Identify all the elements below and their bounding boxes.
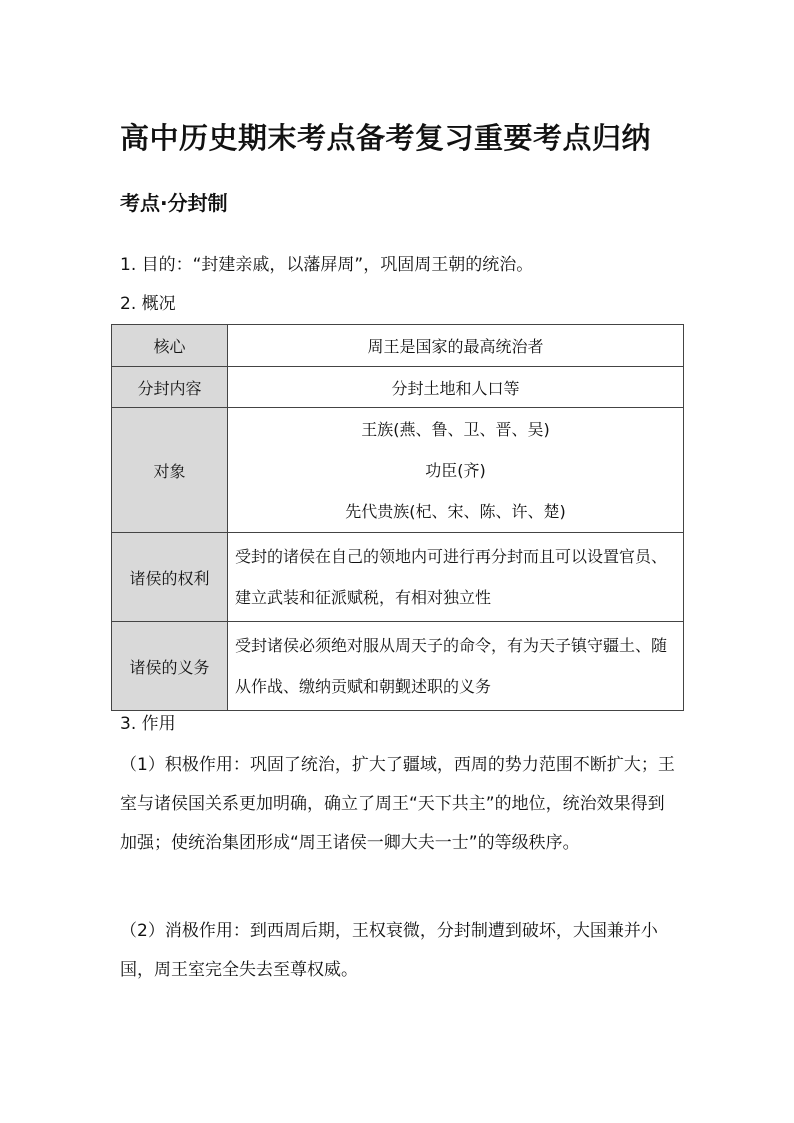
row-value: 分封土地和人口等 — [228, 367, 684, 408]
row-value — [228, 408, 684, 533]
row-key: 核心 — [112, 325, 228, 367]
table-row — [112, 533, 684, 622]
table-row — [112, 622, 684, 711]
row-key: 诸侯的权利 — [112, 533, 228, 622]
object-meritorious-officials: 功臣(齐) — [425, 460, 486, 480]
row-key: 分封内容 — [112, 367, 228, 408]
section-heading: 考点·分封制 — [120, 191, 228, 215]
object-former-nobility: 先代贵族(杞、宋、陈、许、楚) — [345, 501, 566, 521]
negative-effects-paragraph: （2）消极作用：到西周后期，王权衰微，分封制遭到破坏，大国兼并小国，周王室完全失去至尊权威。 — [120, 921, 658, 980]
row-key: 对象 — [112, 408, 228, 533]
item-effects: 3. 作用 — [120, 714, 176, 734]
row-value: 受封的诸侯在自己的领地内可进行再分封而且可以设置官员、建立武装和征派赋税，有相对独立性 — [228, 533, 684, 622]
table-row — [112, 408, 684, 533]
row-key: 诸侯的义务 — [112, 622, 228, 711]
document-title: 高中历史期末考点备考复习重要考点归纳 — [120, 121, 652, 155]
overview-table — [111, 324, 684, 711]
row-value: 受封诸侯必须绝对服从周天子的命令，有为天子镇守疆土、随从作战、缴纳贡赋和朝觐述职的义务 — [228, 622, 684, 711]
positive-effects-paragraph: （1）积极作用：巩固了统治，扩大了疆域，西周的势力范围不断扩大；王室与诸侯国关系更加明确，确立了周王“天下共主”的地位，统治效果得到加强；使统治集团形成“周王诸侯一卿大夫一士”的等级秩序。 — [120, 755, 675, 853]
item-overview: 2. 概况 — [120, 294, 176, 314]
table-row — [112, 325, 684, 367]
object-royal-clan: 王族(燕、鲁、卫、晋、吴) — [361, 419, 550, 439]
table-row — [112, 367, 684, 408]
item-purpose: 1. 目的：“封建亲戚，以藩屏周”，巩固周王朝的统治。 — [120, 255, 534, 275]
row-value: 周王是国家的最高统治者 — [228, 325, 684, 367]
